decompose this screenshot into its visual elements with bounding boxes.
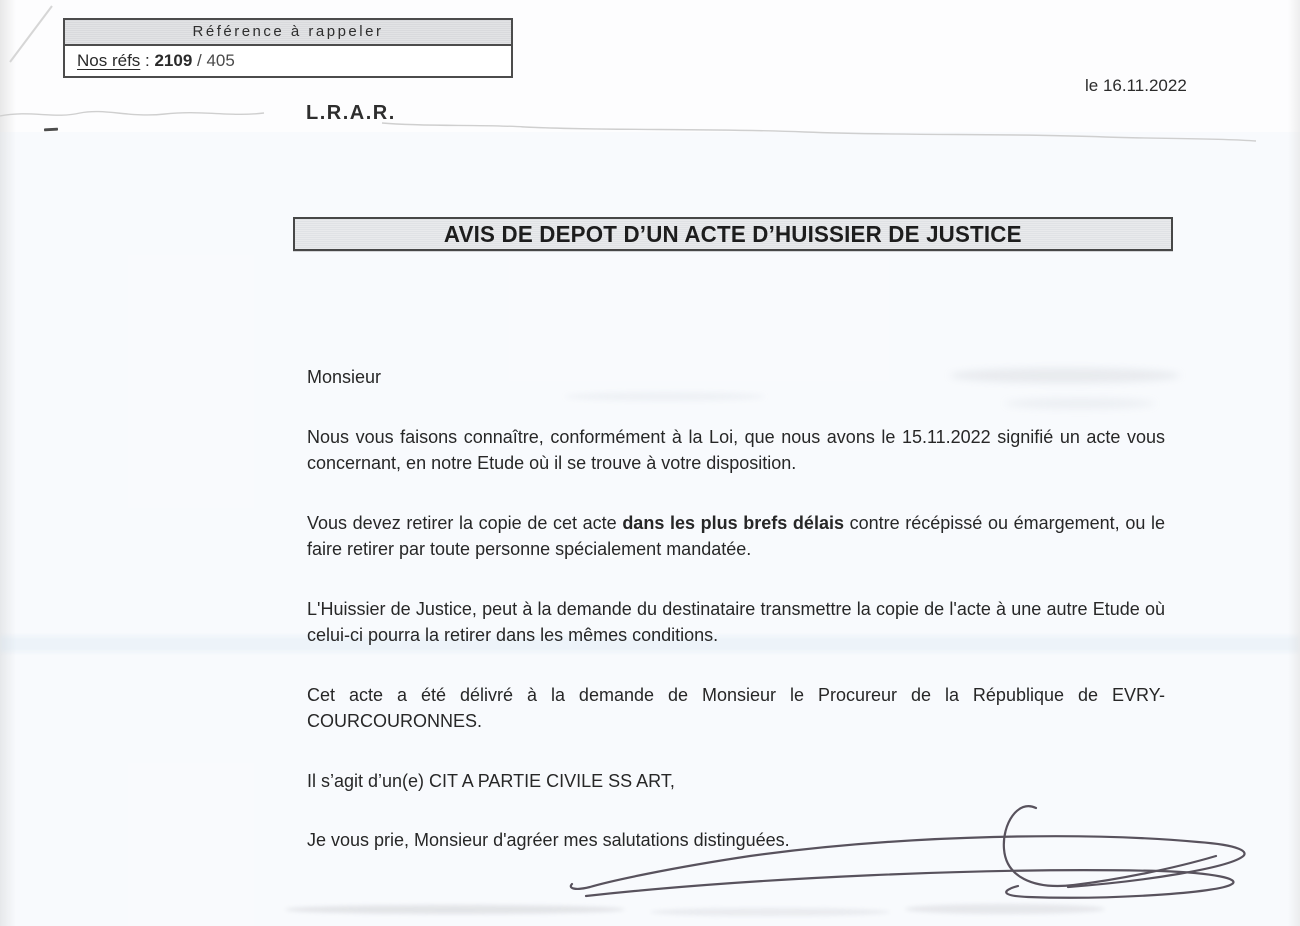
reference-number-primary: 2109 [154,51,193,70]
scan-crease-left [0,112,264,116]
reference-label: Nos réfs [77,51,141,70]
paragraph-retrieval-post: contre récépissé ou émargement, ou le faire retirer par toute personne spécialement mandatée. [307,512,1165,559]
paragraph-transfer: L'Huissier de Justice, peut à la demande du destinataire transmettre la copie de l'acte à une autre Etude où celui-ci pourra la retirer dans les mêmes conditions. [307,598,1165,645]
paragraph-act-type: Il s’agit d’un(e) CIT A PARTIE CIVILE SS ART, [307,770,675,791]
paper-corner-edge [10,6,52,62]
scan-crease-main [382,123,1256,141]
signature-upper-loop-stroke [571,836,1245,889]
reference-box-header-label: Référence à rappeler [192,23,384,40]
reference-box [63,18,513,78]
paragraph-retrieval-pre: Vous devez retirer la copie de cet acte [307,512,623,533]
paragraph-notice: Nous vous faisons connaître, conformément à la Loi, que nous avons le 15.11.2022 signifié un acte vous concernant, en notre Etude où il se trouve à votre disposition. [307,426,1165,473]
signature [550,792,1260,912]
bold-phrase-delais: dans les plus brefs délais [622,512,844,533]
mail-type-lrar: L.R.A.R. [306,102,396,124]
reference-line [65,46,511,76]
document-title: AVIS DE DEPOT D’UN ACTE D’HUISSIER DE JUSTICE [444,220,1022,247]
salutation: Monsieur [307,367,382,387]
title-box [293,217,1173,251]
closing-line: Je vous prie, Monsieur d'agréer mes salutations distinguées. [307,830,790,850]
reference-separator: : [140,51,155,70]
paragraph-retrieval [307,510,1165,563]
fold-dash-mark [44,128,58,132]
date-line: le 16.11.2022 [1085,76,1187,95]
reference-number-secondary: / 405 [192,51,235,70]
reference-box-header [65,20,511,46]
paragraph-requester: Cet acte a été délivré à la demande de Monsieur le Procureur de la République de EVRY-COURCOURONNES. [307,684,1165,731]
